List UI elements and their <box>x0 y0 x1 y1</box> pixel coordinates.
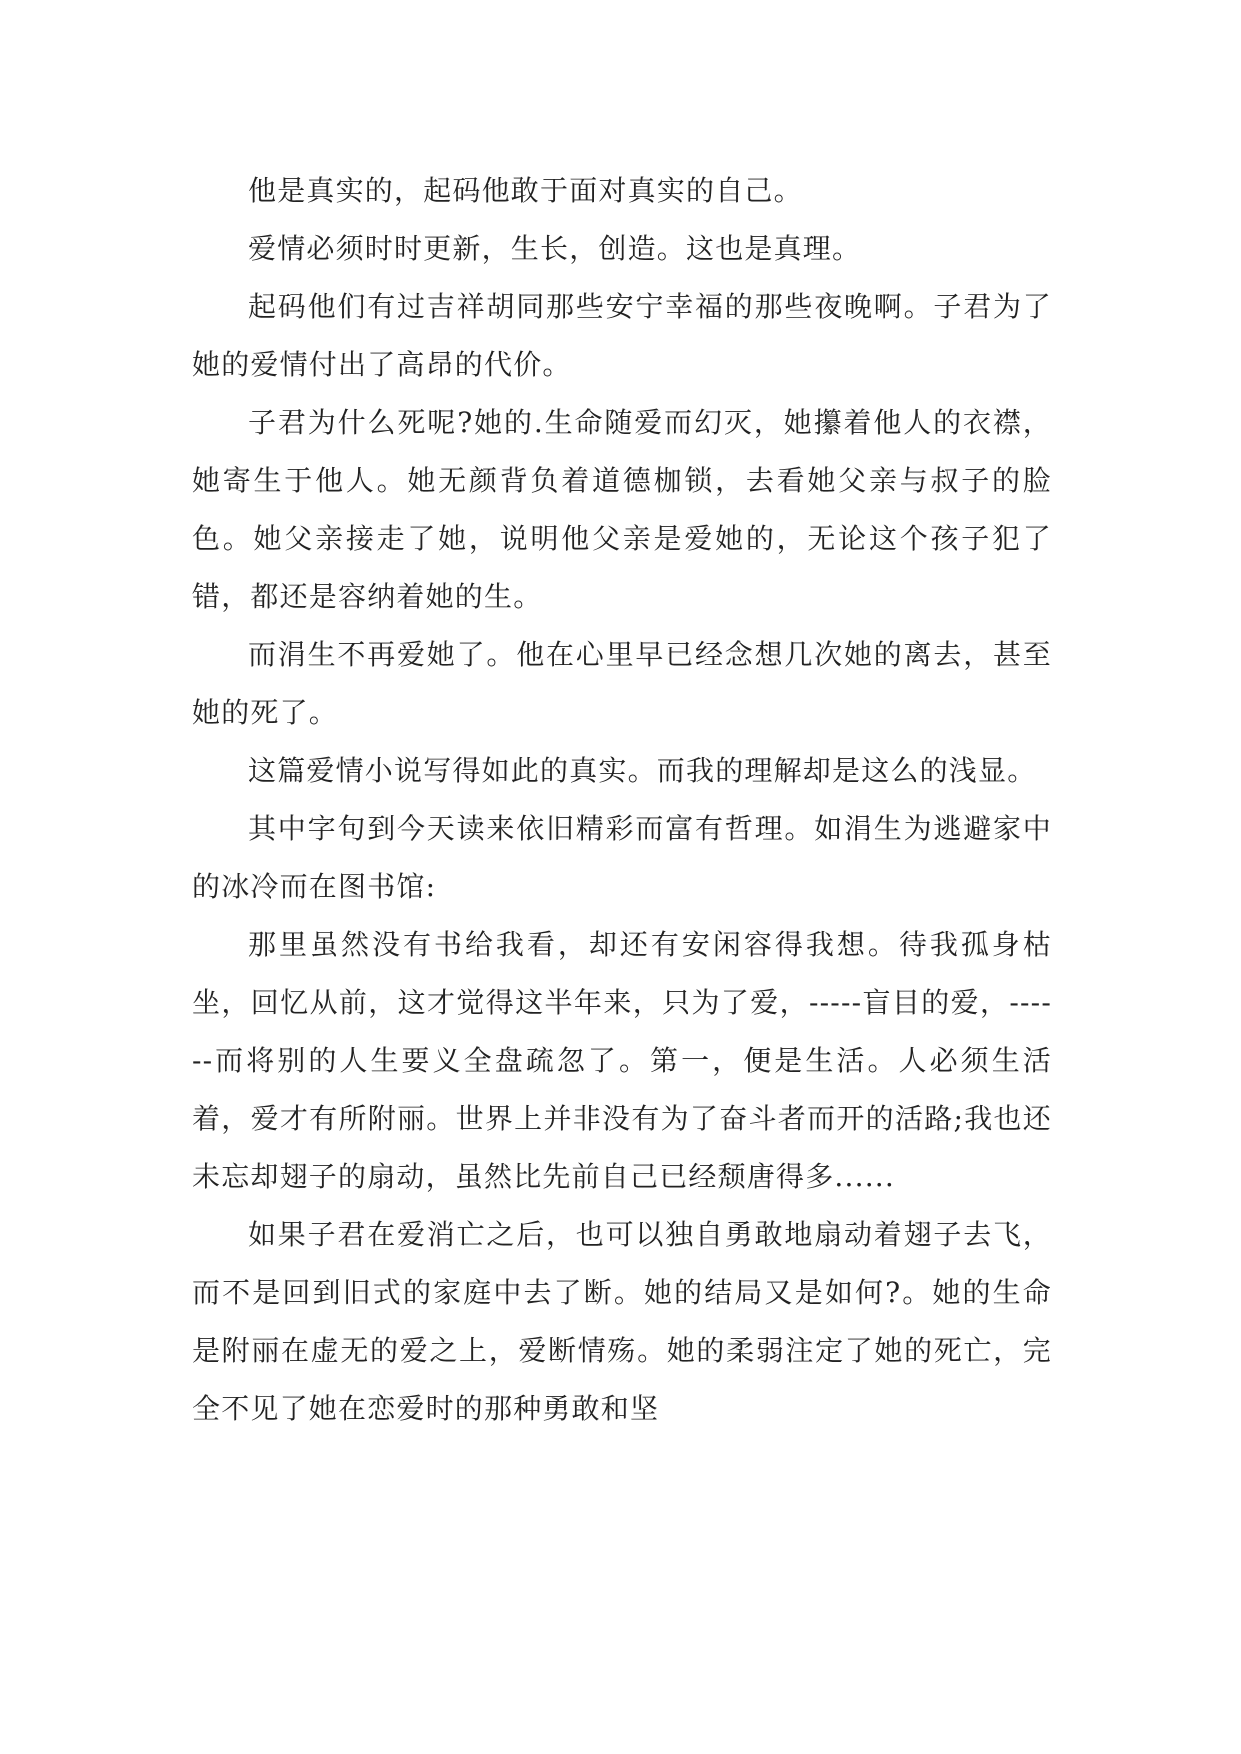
paragraph-7: 其中字句到今天读来依旧精彩而富有哲理。如涓生为逃避家中的冰冷而在图书馆: <box>192 812 1052 903</box>
paragraph-8: 那里虽然没有书给我看，却还有安闲容得我想。待我孤身枯坐，回忆从前，这才觉得这半年来，只为了爱，-----盲目的爱，------而将别的人生要义全盘疏忽了。第一，便是生活。人必须生活着，爱才有所附丽。世界上并非没有为了奋斗者而开的活路;我也还未忘却翅子的扇动，虽然比先前自己已经颓唐得多...... <box>192 928 1052 1193</box>
paragraph-6: 这篇爱情小说写得如此的真实。而我的理解却是这么的浅显。 <box>248 754 1037 787</box>
paragraph-2: 爱情必须时时更新，生长，创造。这也是真理。 <box>248 232 862 265</box>
paragraph-1: 他是真实的，起码他敢于面对真实的自己。 <box>248 174 803 207</box>
paragraph-3: 起码他们有过吉祥胡同那些安宁幸福的那些夜晚啊。子君为了她的爱情付出了高昂的代价。 <box>192 290 1052 381</box>
document-body <box>192 162 1052 1438</box>
paragraph-4: 子君为什么死呢?她的.生命随爱而幻灭，她攥着他人的衣襟，她寄生于他人。她无颜背负着道德枷锁，去看她父亲与叔子的脸色。她父亲接走了她，说明他父亲是爱她的，无论这个孩子犯了错，都还是容纳着她的生。 <box>192 406 1052 613</box>
paragraph-5: 而涓生不再爱她了。他在心里早已经念想几次她的离去，甚至她的死了。 <box>192 638 1052 729</box>
paragraph-9: 如果子君在爱消亡之后，也可以独自勇敢地扇动着翅子去飞，而不是回到旧式的家庭中去了断。她的结局又是如何?。她的生命是附丽在虚无的爱之上，爱断情殇。她的柔弱注定了她的死亡，完全不见了她在恋爱时的那种勇敢和坚 <box>192 1218 1052 1425</box>
